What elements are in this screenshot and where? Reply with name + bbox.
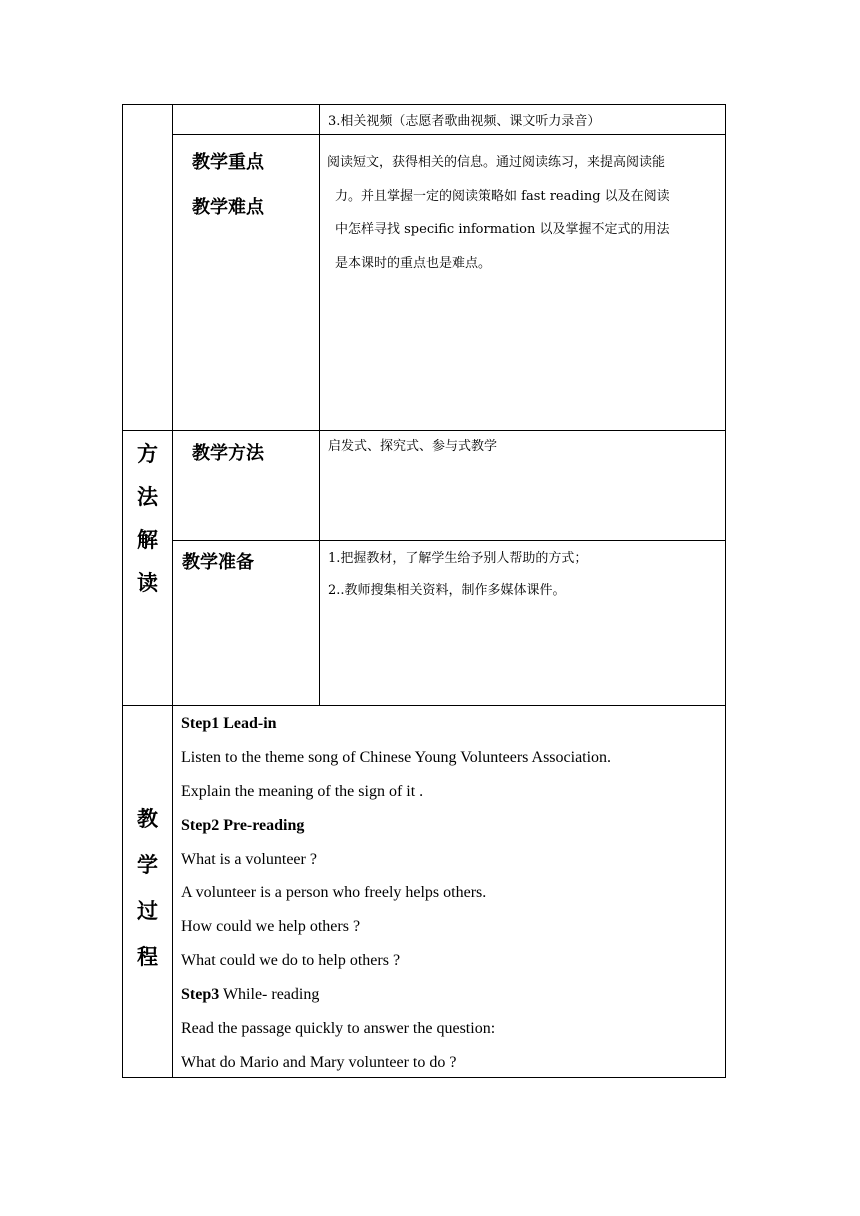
key-points-content xyxy=(327,146,722,280)
prep-item: 2..教师搜集相关资料，制作多媒体课件。 xyxy=(328,583,566,598)
line-text: Listen to the theme song of Chinese Young Volunteers Association. xyxy=(181,748,612,766)
line-text: Explain the meaning of the sign of it . xyxy=(181,782,424,800)
step-heading: Step1 Lead-in xyxy=(181,715,277,732)
line-text: What is a volunteer ? xyxy=(181,850,317,868)
process-line xyxy=(181,745,721,779)
side-char: 法 xyxy=(137,485,158,509)
side-char: 解 xyxy=(137,528,158,552)
row-divider xyxy=(172,134,726,135)
process-line xyxy=(181,880,721,914)
process-line xyxy=(181,847,721,881)
process-line xyxy=(181,711,721,745)
text-line: 力。并且掌握一定的阅读策略如 fast reading 以及在阅读 xyxy=(335,188,670,204)
teaching-methods-content: 启发式、探究式、参与式教学 xyxy=(328,439,498,454)
prep-item: 1.把握教材，了解学生给予别人帮助的方式； xyxy=(328,551,588,566)
teaching-prep-label: 教学准备 xyxy=(182,552,254,573)
line-text: What could we do to help others ? xyxy=(181,952,401,970)
resource-item: 3.相关视频（志愿者歌曲视频、课文听力录音） xyxy=(328,114,601,129)
text-line: 阅读短文，获得相关的信息。通过阅读练习，来提高阅读能 xyxy=(327,155,666,170)
teaching-methods-label: 教学方法 xyxy=(192,443,264,464)
column-divider xyxy=(319,104,320,706)
line-text: Read the passage quickly to answer the question: xyxy=(181,1020,496,1038)
process-line xyxy=(181,813,721,847)
process-line xyxy=(181,779,721,813)
process-line xyxy=(181,1050,721,1084)
text-line: 是本课时的重点也是难点。 xyxy=(335,255,492,271)
process-line xyxy=(181,948,721,982)
difficulties-label: 教学难点 xyxy=(192,197,264,218)
side-char: 程 xyxy=(137,945,158,969)
side-char: 教 xyxy=(137,807,158,831)
line-text: What do Mario and Mary volunteer to do ? xyxy=(181,1053,457,1071)
section-divider xyxy=(122,430,726,431)
section-divider xyxy=(122,705,726,706)
table-border-top xyxy=(122,104,726,105)
process-line xyxy=(181,1016,721,1050)
text-line: 中怎样寻找 specific information 以及掌握不定式的用法 xyxy=(335,222,670,238)
line-text: While- reading xyxy=(219,986,320,1004)
process-line xyxy=(181,914,721,948)
process-section-label xyxy=(123,796,172,980)
method-section-label xyxy=(123,433,172,605)
column-divider xyxy=(172,104,173,1078)
line-text: How could we help others ? xyxy=(181,918,361,936)
side-char: 方 xyxy=(137,442,158,466)
step-heading: Step2 Pre-reading xyxy=(181,816,305,834)
line-text: A volunteer is a person who freely helps others. xyxy=(181,884,487,902)
process-content xyxy=(181,711,721,1084)
side-char: 学 xyxy=(137,853,158,877)
side-char: 读 xyxy=(137,571,158,595)
key-points-label: 教学重点 xyxy=(192,152,264,173)
side-char: 过 xyxy=(137,899,158,923)
step-heading: Step3 xyxy=(181,986,220,1004)
process-line xyxy=(181,982,721,1016)
table-border-right xyxy=(725,104,726,1078)
row-divider xyxy=(172,540,726,541)
